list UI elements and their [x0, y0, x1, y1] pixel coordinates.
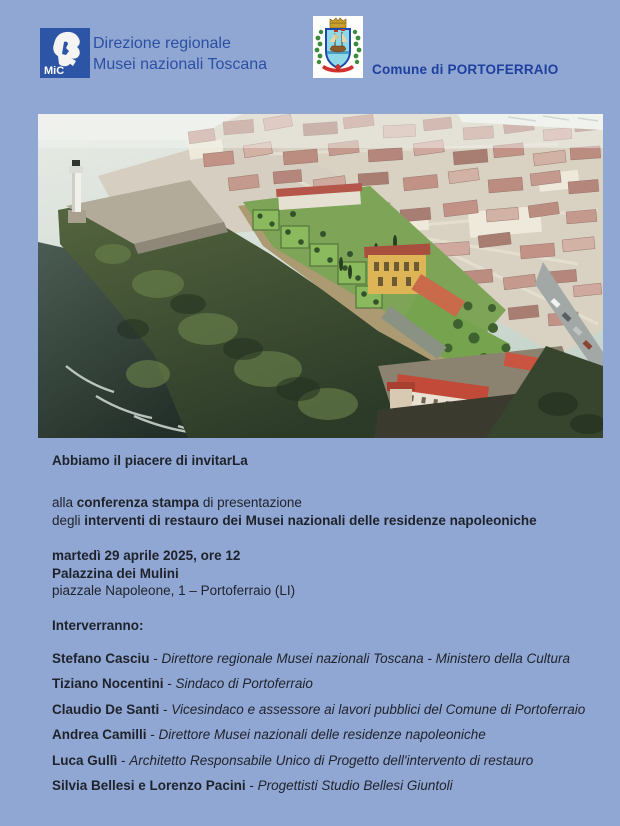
speaker-separator: - [245, 778, 258, 793]
speaker-name: Silvia Bellesi e Lorenzo Pacini [52, 778, 246, 793]
invitation-body [52, 452, 597, 799]
speaker-row [52, 697, 597, 723]
speaker-role: Direttore regionale Musei nazionali Toscana - Ministero della Cultura [161, 650, 570, 666]
speaker-role: Sindaco di Portoferraio [175, 676, 313, 691]
speaker-name: Claudio De Santi [52, 701, 160, 717]
mic-statue-icon [40, 28, 90, 78]
invitation-intro: Abbiamo il piacere di invitarLa [52, 453, 248, 468]
speakers-list [52, 646, 597, 799]
speaker-name: Stefano Casciu [52, 650, 150, 666]
speaker-name: Tiziano Nocentini [52, 676, 164, 691]
mic-org-line2: Musei nazionali Toscana [93, 56, 268, 73]
comune-label: Comune di PORTOFERRAIO [372, 62, 559, 77]
haze-overlay [38, 114, 603, 148]
speaker-name: Luca Gullì [52, 752, 118, 768]
speaker-separator: - [146, 727, 159, 742]
speakers-heading: Interverranno: [52, 617, 144, 633]
speaker-row [52, 671, 597, 697]
speaker-row [52, 773, 597, 799]
invitation-event [52, 494, 597, 529]
speaker-separator: - [117, 752, 130, 768]
portoferraio-crest-icon [313, 16, 363, 78]
aerial-photo [38, 114, 603, 438]
speaker-role: Progettisti Studio Bellesi Giuntoli [257, 778, 453, 793]
event-venue: Palazzina dei Mulini [52, 565, 179, 581]
speaker-row [52, 722, 597, 748]
event-line1-post: di presentazione [199, 495, 302, 510]
speaker-name: Andrea Camilli [52, 727, 147, 742]
speaker-separator: - [163, 676, 176, 691]
speaker-separator: - [149, 650, 162, 666]
speaker-separator: - [159, 701, 172, 717]
event-line1-bold: conferenza stampa [76, 495, 200, 510]
event-line1-pre: alla [52, 495, 77, 510]
event-datetime: martedì 29 aprile 2025, ore 12 [52, 548, 241, 563]
event-line2-pre: degli [52, 512, 85, 528]
mic-logo [40, 28, 90, 78]
event-address: piazzale Napoleone, 1 – Portoferraio (LI) [52, 583, 296, 598]
speaker-row [52, 646, 597, 672]
speaker-role: Vicesindaco e assessore ai lavori pubblici del Comune di Portoferraio [171, 701, 586, 717]
speaker-role: Direttore Musei nazionali delle residenze napoleoniche [158, 727, 486, 742]
event-line2-bold: interventi di restauro dei Musei nazionali delle residenze napoleoniche [84, 512, 537, 528]
svg-text:MiC: MiC [44, 65, 65, 77]
invitation-when-where [52, 547, 597, 600]
mic-org-line1: Direzione regionale [93, 35, 231, 52]
mic-org-title [93, 33, 267, 75]
speaker-row [52, 748, 597, 774]
speaker-role: Architetto Responsabile Unico di Progetto dell'intervento di restauro [129, 752, 534, 768]
